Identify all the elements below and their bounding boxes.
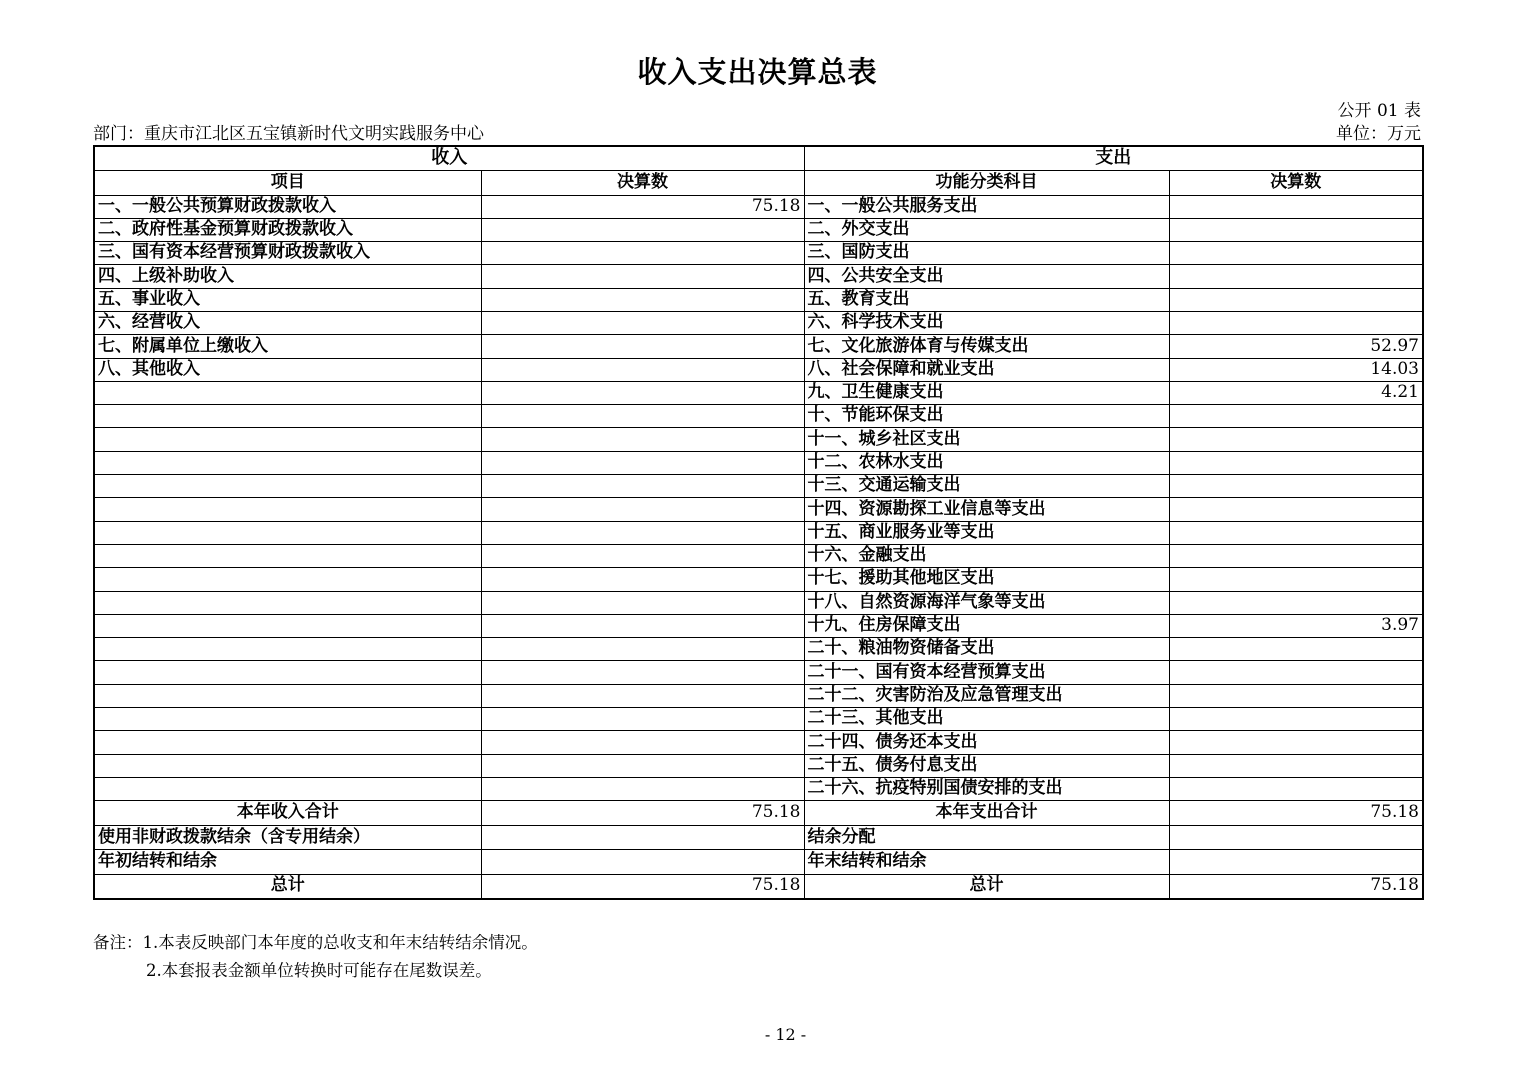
income-value-cell	[481, 684, 804, 707]
income-item-cell	[94, 498, 481, 521]
income-value-cell	[481, 850, 804, 875]
table-row	[94, 614, 1423, 637]
page-number: - 12 -	[764, 1025, 807, 1044]
department-label: 部门：重庆市江北区五宝镇新时代文明实践服务中心	[93, 124, 484, 144]
expense-item-cell: 十九、住房保障支出	[804, 614, 1169, 637]
table-row	[94, 801, 1423, 826]
expense-value-cell	[1169, 498, 1423, 521]
expense-value-cell	[1169, 568, 1423, 591]
table-row	[94, 731, 1423, 754]
income-value-cell	[481, 242, 804, 265]
expense-value-cell: 75.18	[1169, 874, 1423, 899]
note-1-text: 1.本表反映部门本年度的总收支和年末结转结余情况。	[142, 933, 538, 952]
expense-value-cell: 75.18	[1169, 801, 1423, 826]
expense-value-cell	[1169, 708, 1423, 731]
income-item-cell: 二、政府性基金预算财政拨款收入	[94, 218, 481, 241]
expense-item-cell: 十八、自然资源海洋气象等支出	[804, 591, 1169, 614]
income-item-cell: 四、上级补助收入	[94, 265, 481, 288]
note-line-1	[93, 929, 538, 957]
table-row	[94, 242, 1423, 265]
expense-value-cell	[1169, 218, 1423, 241]
income-value-cell	[481, 381, 804, 404]
table-row	[94, 428, 1423, 451]
income-value-cell	[481, 405, 804, 428]
income-value-cell	[481, 591, 804, 614]
income-value-cell	[481, 428, 804, 451]
expense-item-cell: 一、一般公共服务支出	[804, 195, 1169, 218]
expense-item-cell: 二十五、债务付息支出	[804, 754, 1169, 777]
income-value-cell: 75.18	[481, 195, 804, 218]
table-row	[94, 591, 1423, 614]
expense-value-cell	[1169, 311, 1423, 334]
expense-section-header: 支出	[804, 146, 1423, 170]
table-row	[94, 265, 1423, 288]
expense-item-cell: 十二、农林水支出	[804, 451, 1169, 474]
expense-item-cell: 四、公共安全支出	[804, 265, 1169, 288]
income-item-cell	[94, 521, 481, 544]
income-value-cell	[481, 544, 804, 567]
income-item-cell: 年初结转和结余	[94, 850, 481, 875]
income-item-cell	[94, 777, 481, 800]
income-item-cell: 六、经营收入	[94, 311, 481, 334]
expense-value-cell	[1169, 521, 1423, 544]
table-row	[94, 825, 1423, 850]
income-value-cell	[481, 498, 804, 521]
expense-value-cell	[1169, 638, 1423, 661]
income-value-cell: 75.18	[481, 874, 804, 899]
expense-value-cell	[1169, 544, 1423, 567]
table-row	[94, 777, 1423, 800]
expense-item-cell: 二、外交支出	[804, 218, 1169, 241]
income-value-cell	[481, 218, 804, 241]
income-value-cell	[481, 521, 804, 544]
meta-row	[93, 119, 1421, 144]
income-value-cell	[481, 708, 804, 731]
income-item-cell	[94, 591, 481, 614]
income-item-cell: 总计	[94, 874, 481, 899]
income-item-cell	[94, 661, 481, 684]
income-value-cell	[481, 288, 804, 311]
budget-summary-table	[93, 145, 1424, 900]
expense-value-cell	[1169, 195, 1423, 218]
table-row	[94, 874, 1423, 899]
table-row	[94, 405, 1423, 428]
expense-item-cell: 二十六、抗疫特别国债安排的支出	[804, 777, 1169, 800]
income-item-cell	[94, 731, 481, 754]
expense-item-cell: 十一、城乡社区支出	[804, 428, 1169, 451]
expense-value-cell	[1169, 265, 1423, 288]
table-row	[94, 475, 1423, 498]
expense-item-cell: 八、社会保障和就业支出	[804, 358, 1169, 381]
expense-item-cell: 七、文化旅游体育与传媒支出	[804, 335, 1169, 358]
table-row	[94, 195, 1423, 218]
expense-item-cell: 十五、商业服务业等支出	[804, 521, 1169, 544]
table-row	[94, 521, 1423, 544]
expense-item-cell: 十四、资源勘探工业信息等支出	[804, 498, 1169, 521]
income-value-cell	[481, 311, 804, 334]
income-value-cell	[481, 335, 804, 358]
expense-item-cell: 二十一、国有资本经营预算支出	[804, 661, 1169, 684]
notes-label: 备注：	[93, 933, 143, 952]
expense-value-cell	[1169, 661, 1423, 684]
income-value-cell	[481, 358, 804, 381]
income-value-cell	[481, 475, 804, 498]
table-row	[94, 850, 1423, 875]
expense-value-cell	[1169, 451, 1423, 474]
expense-item-cell: 十三、交通运输支出	[804, 475, 1169, 498]
income-value-cell	[481, 614, 804, 637]
income-item-cell	[94, 684, 481, 707]
income-value-cell	[481, 731, 804, 754]
expense-item-cell: 二十四、债务还本支出	[804, 731, 1169, 754]
income-item-cell: 本年收入合计	[94, 801, 481, 826]
income-item-cell	[94, 614, 481, 637]
income-item-cell	[94, 708, 481, 731]
expense-item-cell: 二十三、其他支出	[804, 708, 1169, 731]
expense-value-cell: 4.21	[1169, 381, 1423, 404]
expense-item-cell: 二十二、灾害防治及应急管理支出	[804, 684, 1169, 707]
income-value-cell	[481, 777, 804, 800]
table-row	[94, 568, 1423, 591]
income-value-cell	[481, 265, 804, 288]
expense-value-cell: 3.97	[1169, 614, 1423, 637]
expense-item-cell: 三、国防支出	[804, 242, 1169, 265]
notes-block	[93, 929, 538, 985]
table-body	[94, 195, 1423, 899]
expense-value-column-header: 决算数	[1169, 170, 1423, 195]
income-item-cell	[94, 475, 481, 498]
income-item-cell	[94, 638, 481, 661]
expense-value-cell	[1169, 428, 1423, 451]
income-item-cell	[94, 544, 481, 567]
income-item-cell: 八、其他收入	[94, 358, 481, 381]
expense-value-cell	[1169, 850, 1423, 875]
expense-item-cell: 十、节能环保支出	[804, 405, 1169, 428]
table-code-label: 公开 01 表	[1337, 101, 1421, 121]
expense-item-cell: 二十、粮油物资储备支出	[804, 638, 1169, 661]
table-row	[94, 451, 1423, 474]
expense-value-cell	[1169, 288, 1423, 311]
income-value-cell	[481, 451, 804, 474]
expense-value-cell	[1169, 825, 1423, 850]
income-item-cell	[94, 451, 481, 474]
income-item-cell: 一、一般公共预算财政拨款收入	[94, 195, 481, 218]
expense-item-cell: 年末结转和结余	[804, 850, 1169, 875]
table-row	[94, 335, 1423, 358]
income-value-column-header: 决算数	[481, 170, 804, 195]
table-row	[94, 381, 1423, 404]
income-value-cell	[481, 661, 804, 684]
income-item-cell: 使用非财政拨款结余（含专用结余）	[94, 825, 481, 850]
income-item-cell	[94, 381, 481, 404]
income-value-cell	[481, 754, 804, 777]
expense-value-cell	[1169, 731, 1423, 754]
table-row	[94, 358, 1423, 381]
expense-value-cell	[1169, 475, 1423, 498]
expense-value-cell	[1169, 591, 1423, 614]
expense-item-cell: 十七、援助其他地区支出	[804, 568, 1169, 591]
income-value-cell	[481, 568, 804, 591]
income-item-cell	[94, 754, 481, 777]
expense-item-cell: 总计	[804, 874, 1169, 899]
income-item-column-header: 项目	[94, 170, 481, 195]
expense-value-cell	[1169, 777, 1423, 800]
expense-value-cell: 14.03	[1169, 358, 1423, 381]
expense-item-column-header: 功能分类科目	[804, 170, 1169, 195]
income-value-cell	[481, 638, 804, 661]
expense-value-cell	[1169, 242, 1423, 265]
income-item-cell: 三、国有资本经营预算财政拨款收入	[94, 242, 481, 265]
table-row	[94, 218, 1423, 241]
income-item-cell: 七、附属单位上缴收入	[94, 335, 481, 358]
table-row	[94, 638, 1423, 661]
income-item-cell	[94, 405, 481, 428]
table-row	[94, 754, 1423, 777]
table-row	[94, 661, 1423, 684]
expense-value-cell	[1169, 684, 1423, 707]
table-row	[94, 311, 1423, 334]
expense-value-cell	[1169, 405, 1423, 428]
note-line-2: 2.本套报表金额单位转换时可能存在尾数误差。	[146, 961, 492, 980]
expense-item-cell: 十六、金融支出	[804, 544, 1169, 567]
column-header-row	[94, 170, 1423, 195]
table-row	[94, 498, 1423, 521]
expense-value-cell	[1169, 754, 1423, 777]
table-row	[94, 544, 1423, 567]
table-row	[94, 684, 1423, 707]
income-item-cell: 五、事业收入	[94, 288, 481, 311]
expense-item-cell: 五、教育支出	[804, 288, 1169, 311]
table-row	[94, 708, 1423, 731]
income-value-cell	[481, 825, 804, 850]
expense-item-cell: 本年支出合计	[804, 801, 1169, 826]
expense-item-cell: 结余分配	[804, 825, 1169, 850]
expense-item-cell: 九、卫生健康支出	[804, 381, 1169, 404]
expense-value-cell: 52.97	[1169, 335, 1423, 358]
income-item-cell	[94, 428, 481, 451]
unit-label: 单位：万元	[1336, 124, 1421, 144]
table-row	[94, 288, 1423, 311]
page-title: 收入支出决算总表	[637, 55, 878, 89]
income-value-cell: 75.18	[481, 801, 804, 826]
income-section-header: 收入	[94, 146, 804, 170]
section-header-row	[94, 146, 1423, 170]
income-item-cell	[94, 568, 481, 591]
expense-item-cell: 六、科学技术支出	[804, 311, 1169, 334]
